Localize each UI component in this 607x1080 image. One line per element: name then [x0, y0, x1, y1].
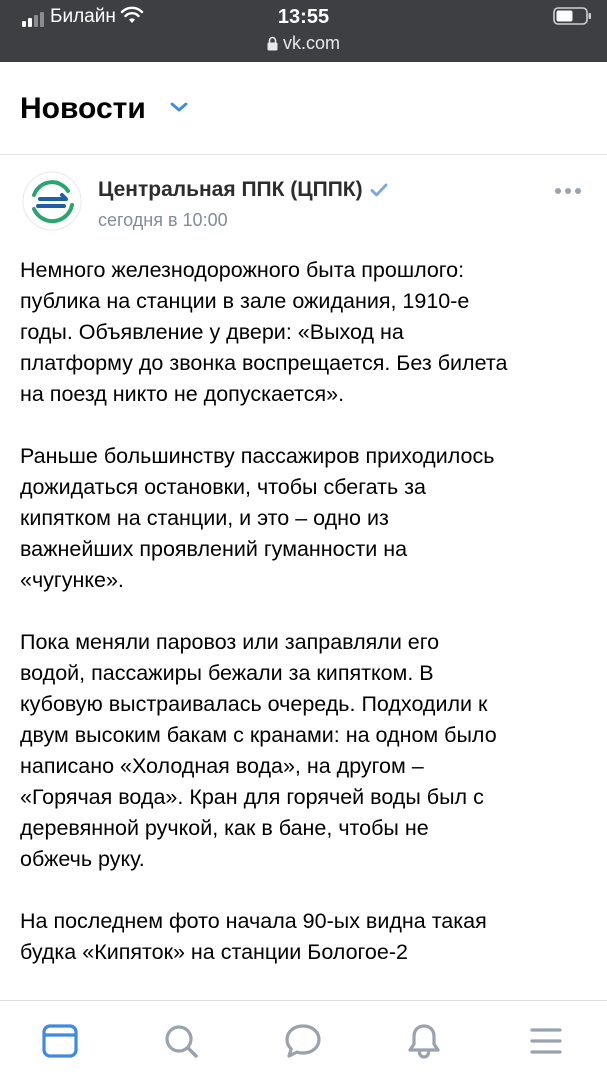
- avatar[interactable]: [22, 171, 82, 231]
- url-text: vk.com: [282, 33, 340, 53]
- news-post: [0, 155, 607, 1000]
- chevron-down-icon[interactable]: [168, 99, 190, 115]
- post-timestamp[interactable]: сегодня в 10:00: [98, 210, 228, 230]
- author-name[interactable]: [98, 175, 389, 205]
- post-paragraph: Немного железнодорожного быта прошлого: публика на станции в зале ожидания, 1910-е годы. Объявление у двери: «Выход на платформу до звонка воспрещается. Без билета на поезд никто не допускается».: [20, 258, 508, 406]
- author-name-text: Центральная ППК (ЦППК): [98, 178, 363, 201]
- more-icon[interactable]: [553, 183, 583, 199]
- post-paragraph: Пока меняли паровоз или заправляли его водой, пассажиры бежали за кипятком. В кубовую выстраивалась очередь. Подходили к двум высоким бакам с кранами: на одном было написано «Холодная вода», на другом – «Горячая вода». Кран для горячей воды был с деревянной ручкой, как в бане, чтобы не обжечь руку.: [20, 630, 497, 871]
- post-paragraph: Раньше большинству пассажиров приходилось дожидаться остановки, чтобы сбегать за кипятком на станции, и это – одно из важнейших проявлений гуманности на «чугунке».: [20, 444, 495, 592]
- menu-tab-icon[interactable]: [526, 1021, 566, 1061]
- news-tab-icon[interactable]: [40, 1021, 80, 1061]
- messages-tab-icon[interactable]: [283, 1021, 323, 1061]
- avatar-logo: [22, 171, 82, 231]
- post-paragraph: На последнем фото начала 90-ых видна такая будка «Кипяток» на станции Бологое-2: [20, 909, 487, 964]
- address-bar[interactable]: [0, 31, 607, 55]
- battery-icon: [553, 6, 593, 26]
- verified-icon: [369, 181, 389, 199]
- carrier-name: Билайн: [50, 6, 116, 27]
- clock: 13:55: [277, 6, 330, 28]
- page-header: [0, 62, 607, 155]
- page-title[interactable]: Новости: [20, 92, 146, 125]
- status-bar: [0, 0, 607, 62]
- lock-icon: [267, 36, 278, 51]
- bottom-tab-bar: [0, 1000, 607, 1080]
- notifications-tab-icon[interactable]: [404, 1021, 444, 1061]
- search-tab-icon[interactable]: [161, 1021, 201, 1061]
- post-text: [20, 255, 590, 999]
